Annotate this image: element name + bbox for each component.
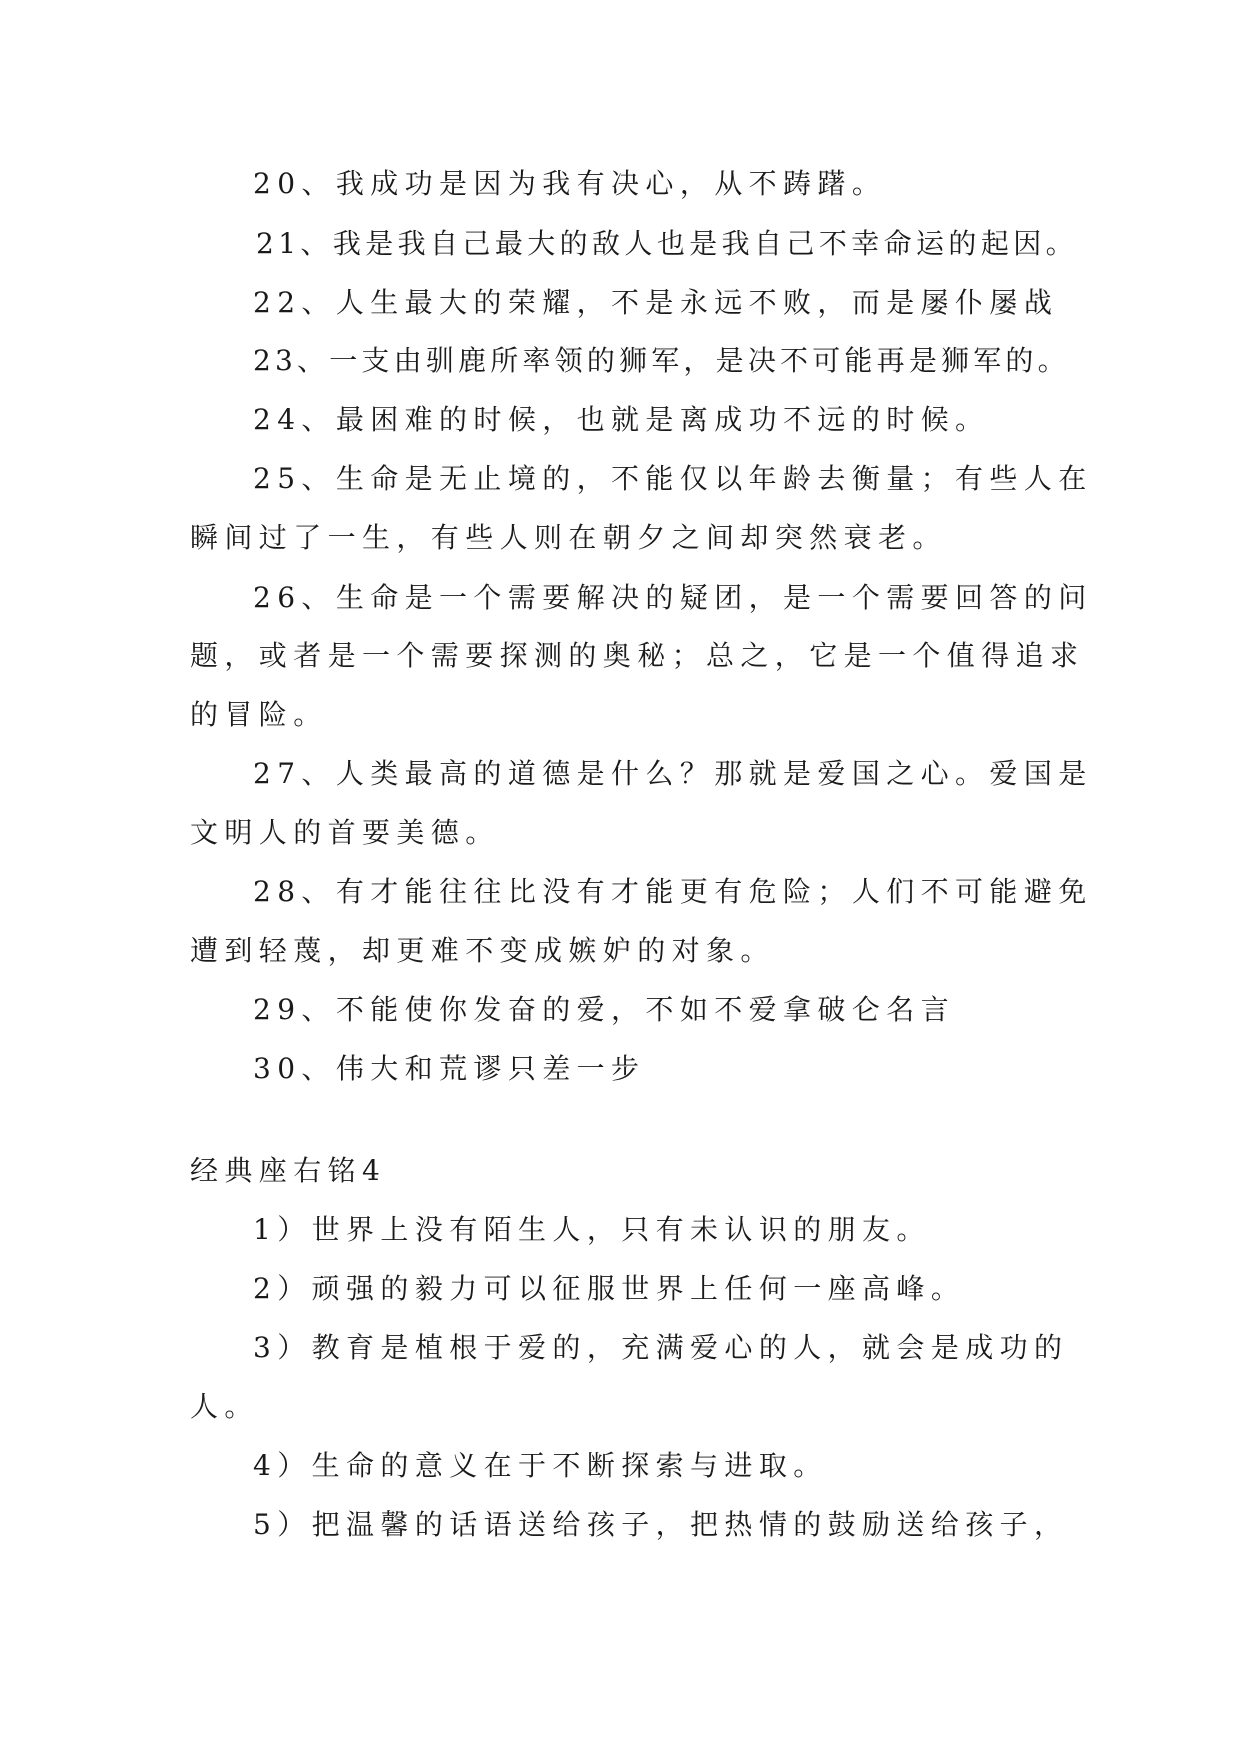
motto-3-line-1: 3）教育是植根于爱的，充满爱心的人，就会是成功的 (253, 1331, 1069, 1364)
quote-28-line-2: 遭到轻蔑，却更难不变成嫉妒的对象。 (190, 934, 775, 967)
quote-21: 21、我是我自己最大的敌人也是我自己不幸命运的起因。 (256, 227, 1079, 260)
quote-29: 29、不能使你发奋的爱，不如不爱拿破仑名言 (253, 993, 956, 1026)
quote-27-line-1: 27、人类最高的道德是什么？那就是爱国之心。爱国是 (253, 757, 1093, 790)
motto-1: 1）世界上没有陌生人，只有未认识的朋友。 (253, 1213, 931, 1246)
quote-27-line-2: 文明人的首要美德。 (190, 816, 500, 849)
quote-24: 24、最困难的时候，也就是离成功不远的时候。 (253, 403, 990, 436)
motto-2: 2）顽强的毅力可以征服世界上任何一座高峰。 (253, 1272, 966, 1305)
quote-25-line-2: 瞬间过了一生，有些人则在朝夕之间却突然衰老。 (190, 521, 947, 554)
motto-5: 5）把温馨的话语送给孩子，把热情的鼓励送给孩子， (253, 1508, 1069, 1541)
motto-3-line-2: 人。 (190, 1390, 259, 1423)
quote-22: 22、人生最大的荣耀，不是永远不败，而是屡仆屡战 (253, 286, 1059, 319)
quote-20: 20、我成功是因为我有决心，从不踌躇。 (253, 167, 887, 200)
quote-30: 30、伟大和荒谬只差一步 (253, 1052, 646, 1085)
quote-25-line-1: 25、生命是无止境的，不能仅以年龄去衡量；有些人在 (253, 462, 1093, 495)
quote-26-line-3: 的冒险。 (190, 698, 328, 731)
quote-26-line-1: 26、生命是一个需要解决的疑团，是一个需要回答的问 (253, 581, 1093, 614)
quote-23: 23、一支由驯鹿所率领的狮军，是决不可能再是狮军的。 (253, 344, 1070, 377)
quote-28-line-1: 28、有才能往往比没有才能更有危险；人们不可能避免 (253, 875, 1093, 908)
quote-26-line-2: 题，或者是一个需要探测的奥秘；总之，它是一个值得追求 (190, 639, 1085, 672)
motto-4: 4）生命的意义在于不断探索与进取。 (253, 1449, 828, 1482)
section-heading: 经典座右铭4 (190, 1154, 387, 1187)
